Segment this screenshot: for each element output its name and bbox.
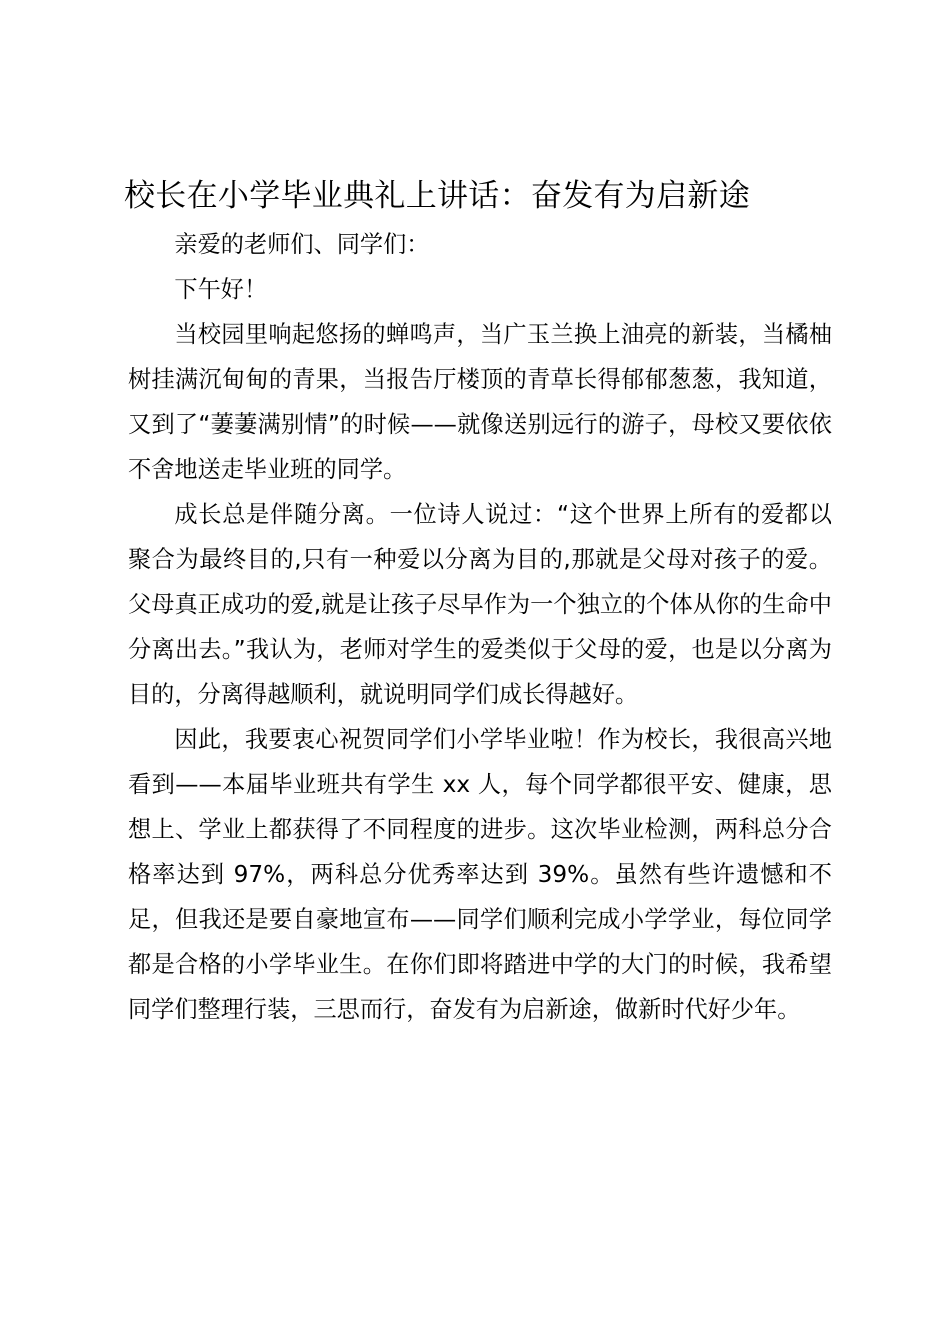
paragraph: 成长总是伴随分离。一位诗人说过：“这个世界上所有的爱都以聚合为最终目的,只有一种爱以分离为目的,那就是父母对孩子的爱。父母真正成功的爱,就是让孩子尽早作为一个独立的个体从你的生命中分离出去。”我认为，老师对学生的爱类似于父母的爱，也是以分离为目的，分离得越顺利，就说明同学们成长得越好。 [128, 501, 832, 708]
document-title: 校长在小学毕业典礼上讲话：奋发有为启新途 [124, 178, 750, 214]
paragraph: 因此，我要衷心祝贺同学们小学毕业啦！作为校长，我很高兴地看到——本届毕业班共有学生 xx 人，每个同学都很平安、健康，思想上、学业上都获得了不同程度的进步。这次毕业检测，两科总分合格率达到 97%，两科总分优秀率达到 39%。虽然有些许遗憾和不足，但我还是要自豪地宣布——同学们顺利完成小学学业，每位同学都是合格的小学毕业生。在你们即将踏进中学的大门的时候，我希望同学们整理行装，三思而行，奋发有为启新途，做新时代好少年。 [128, 726, 832, 1023]
paragraph: 当校园里响起悠扬的蝉鸣声，当广玉兰换上油亮的新装，当橘柚树挂满沉甸甸的青果，当报告厅楼顶的青草长得郁郁葱葱，我知道，又到了“萋萋满别情”的时候——就像送别远行的游子，母校又要依依不舍地送走毕业班的同学。 [128, 321, 832, 483]
salutation: 亲爱的老师们、同学们： [174, 231, 430, 258]
document-body [128, 222, 832, 1032]
greeting: 下午好！ [174, 276, 268, 303]
